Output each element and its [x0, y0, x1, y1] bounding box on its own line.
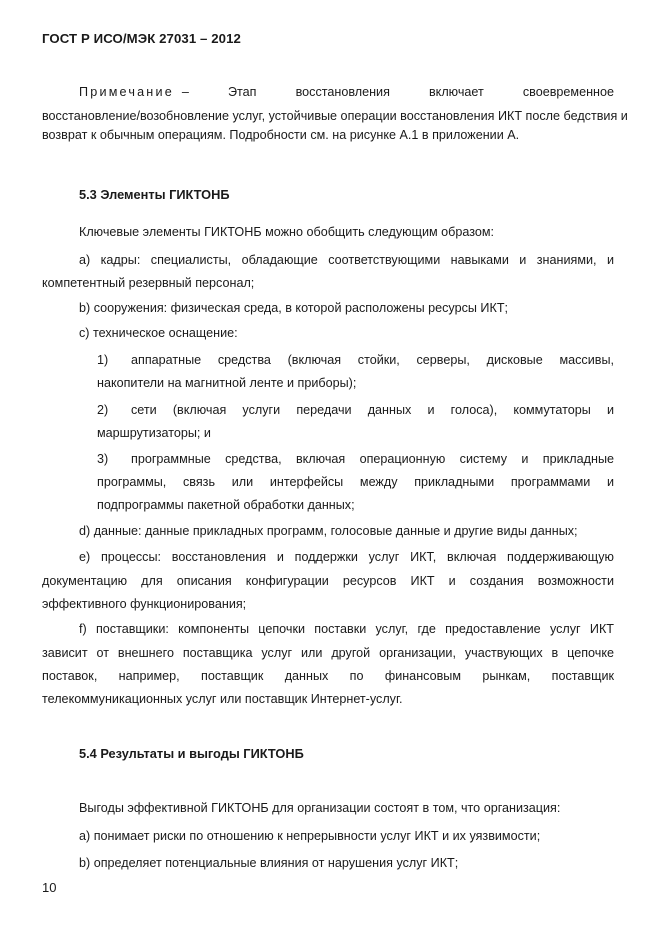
section-5-4-heading: 5.4 Результаты и выгоды ГИКТОНБ	[79, 746, 304, 761]
note-line-3: возврат к обычным операциям. Подробности см. на рисунке А.1 в приложении А.	[42, 128, 520, 142]
item-f-line-4: телекоммуникационных услуг или поставщик Интернет-услуг.	[42, 692, 403, 706]
item-e-line-1: е) процессы: восстановления и поддержки услуг ИКТ, включая поддерживающую	[79, 550, 614, 564]
item-c1-number: 1)	[97, 353, 109, 367]
benefit-b: b) определяет потенциальные влияния от нарушения услуг ИКТ;	[79, 856, 459, 870]
item-c2-number: 2)	[97, 403, 109, 417]
note-line-2: восстановление/возобновление услуг, устойчивые операции восстановления ИКТ после бедствия и	[42, 109, 628, 123]
item-a-line-2: компетентный резервный персонал;	[42, 276, 255, 290]
section-5-3-heading: 5.3 Элементы ГИКТОНБ	[79, 187, 230, 202]
item-c2-line-1: сети (включая услуги передачи данных и голоса), коммутаторы и	[131, 403, 614, 417]
item-a-line-1: а) кадры: специалисты, обладающие соответствующими навыками и знаниями, и	[79, 253, 614, 267]
item-c: c) техническое оснащение:	[79, 326, 238, 340]
item-f-line-1: f) поставщики: компоненты цепочки поставки услуг, где предоставление услуг ИКТ	[79, 622, 614, 636]
section-5-4-intro: Выгоды эффективной ГИКТОНБ для организации состоят в том, что организация:	[79, 801, 561, 815]
page-number: 10	[42, 880, 57, 895]
item-c3-line-3: подпрограммы пакетной обработки данных;	[97, 498, 355, 512]
item-f-line-3: поставок, например, поставщик данных по финансовым рынкам, поставщик	[42, 669, 614, 683]
section-5-3-intro: Ключевые элементы ГИКТОНБ можно обобщить следующим образом:	[79, 225, 495, 239]
item-c1-line-1: аппаратные средства (включая стойки, серверы, дисковые массивы,	[131, 353, 614, 367]
item-c3-line-2: программы, связь или интерфейсы между прикладными программами и	[97, 475, 614, 489]
item-d: d) данные: данные прикладных программ, голосовые данные и другие виды данных;	[79, 524, 578, 538]
item-e-line-2: документацию для описания конфигурации ресурсов ИКТ и создания возможности	[42, 574, 614, 588]
note-line-1-text: – Этап восстановления включает своевременное	[181, 85, 614, 99]
document-header: ГОСТ Р ИСО/МЭК 27031 – 2012	[42, 31, 241, 46]
item-e-line-3: эффективного функционирования;	[42, 597, 247, 611]
item-c3-number: 3)	[97, 452, 109, 466]
item-b: b) сооружения: физическая среда, в которой расположены ресурсы ИКТ;	[79, 301, 509, 315]
item-c1-line-2: накопители на магнитной ленте и приборы);	[97, 376, 357, 390]
item-c2-line-2: маршрутизаторы; и	[97, 426, 211, 440]
item-f-line-2: зависит от внешнего поставщика услуг или другой организации, участвующих в цепочке	[42, 646, 614, 660]
note-label: Примечание	[79, 85, 174, 99]
item-c3-line-1: программные средства, включая операционную систему и прикладные	[131, 452, 614, 466]
note-line-1	[79, 85, 614, 100]
benefit-a: а) понимает риски по отношению к непрерывности услуг ИКТ и их уязвимости;	[79, 829, 541, 843]
